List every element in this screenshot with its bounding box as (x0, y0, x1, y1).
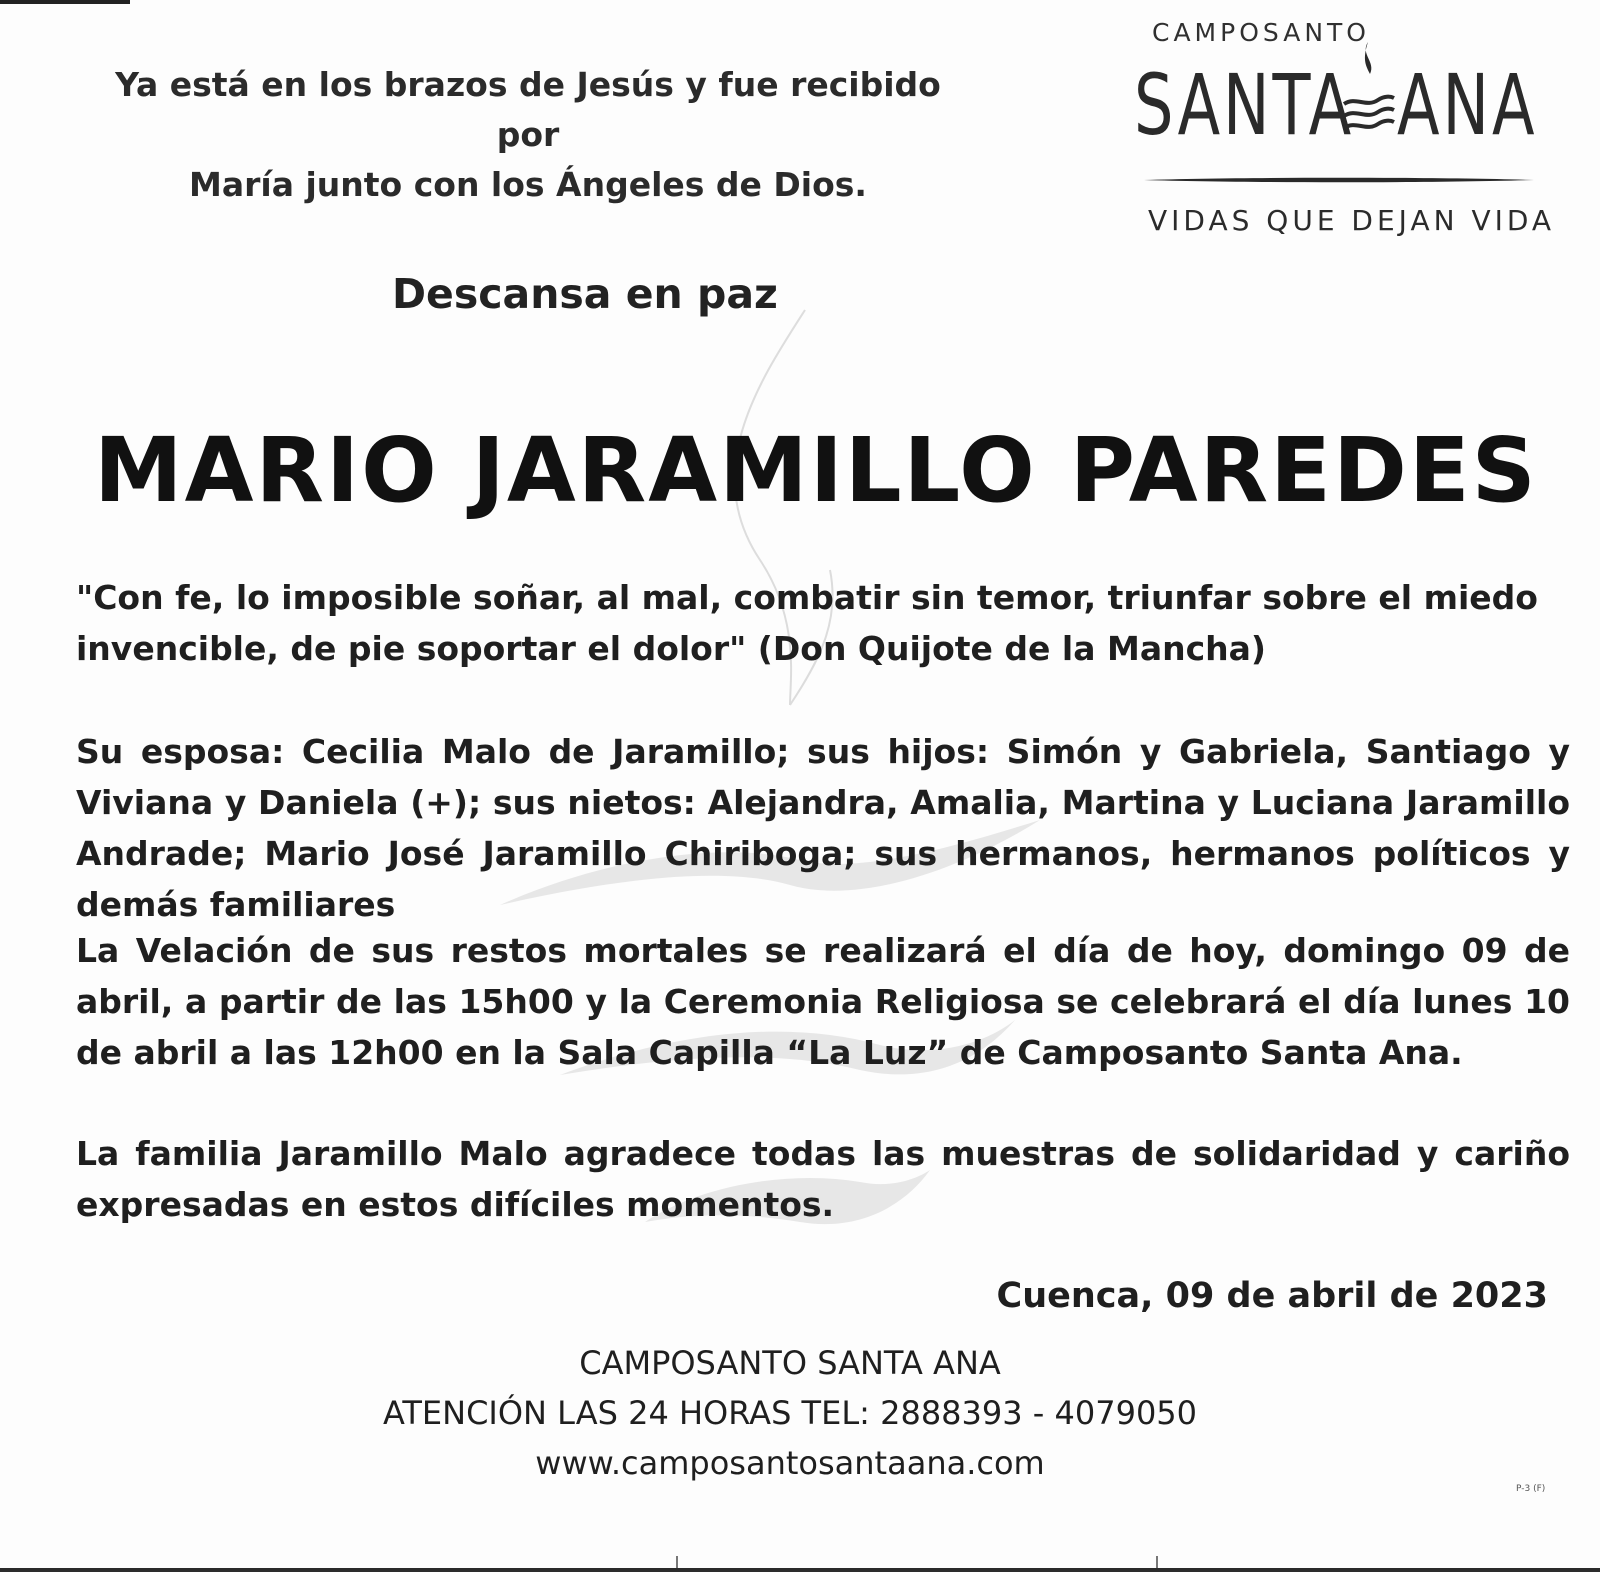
intro-line-2: María junto con los Ángeles de Dios. (189, 165, 867, 204)
logo-tagline: VIDAS QUE DEJAN VIDA (1148, 204, 1556, 237)
dateline: Cuenca, 09 de abril de 2023 (996, 1276, 1548, 1316)
print-mark: P-3 (F) (1516, 1484, 1546, 1494)
logo-name-right: ANA (1397, 56, 1538, 154)
crop-mark (676, 1556, 678, 1568)
intro-line-1: Ya está en los brazos de Jesús y fue recibido por (115, 65, 941, 154)
logo-top-text: CAMPOSANTO (1152, 18, 1370, 47)
family-paragraph: Su esposa: Cecilia Malo de Jaramillo; sus hijos: Simón y Gabriela, Santiago y Viviana y Daniela (+); sus nietos: Alejandra, Amalia, Martina y Luciana Jaramillo Andrade; Mario José Jaramillo Chiriboga; sus hermanos, hermanos políticos y demás familiares (76, 732, 1570, 924)
frame-top-line (0, 0, 130, 4)
deceased-name: MARIO JARAMILLO PAREDES (94, 418, 1538, 522)
frame-bottom-line (0, 1568, 1600, 1572)
footer-website: www.camposantosantaana.com (535, 1444, 1045, 1482)
camposanto-logo (1130, 14, 1560, 244)
logo-name (1134, 56, 1537, 154)
flame-waves-icon (1340, 34, 1395, 144)
logo-divider (1144, 176, 1534, 184)
footer-company: CAMPOSANTO SANTA ANA (579, 1344, 1001, 1382)
logo-name-left: SANTA (1134, 56, 1355, 154)
footer-phone: ATENCIÓN LAS 24 HORAS TEL: 2888393 - 4079050 (382, 1394, 1198, 1432)
footer-contact (380, 1338, 1200, 1488)
intro-verse (88, 60, 968, 210)
wake-paragraph: La Velación de sus restos mortales se realizará el día de hoy, domingo 09 de abril, a partir de las 15h00 y la Ceremonia Religiosa se celebrará el día lunes 10 de abril a las 12h00 en la Sala Capilla “La Luz” de Camposanto Santa Ana. (76, 931, 1570, 1072)
quote-paragraph: "Con fe, lo imposible soñar, al mal, combatir sin temor, triunfar sobre el miedo invencible, de pie soportar el dolor" (Don Quijote de la Mancha) (76, 578, 1538, 668)
thanks-paragraph: La familia Jaramillo Malo agradece todas las muestras de solidaridad y cariño expresadas en estos difíciles momentos. (76, 1134, 1570, 1224)
rest-heading: Descansa en paz (392, 270, 778, 318)
crop-mark (1156, 1556, 1158, 1568)
